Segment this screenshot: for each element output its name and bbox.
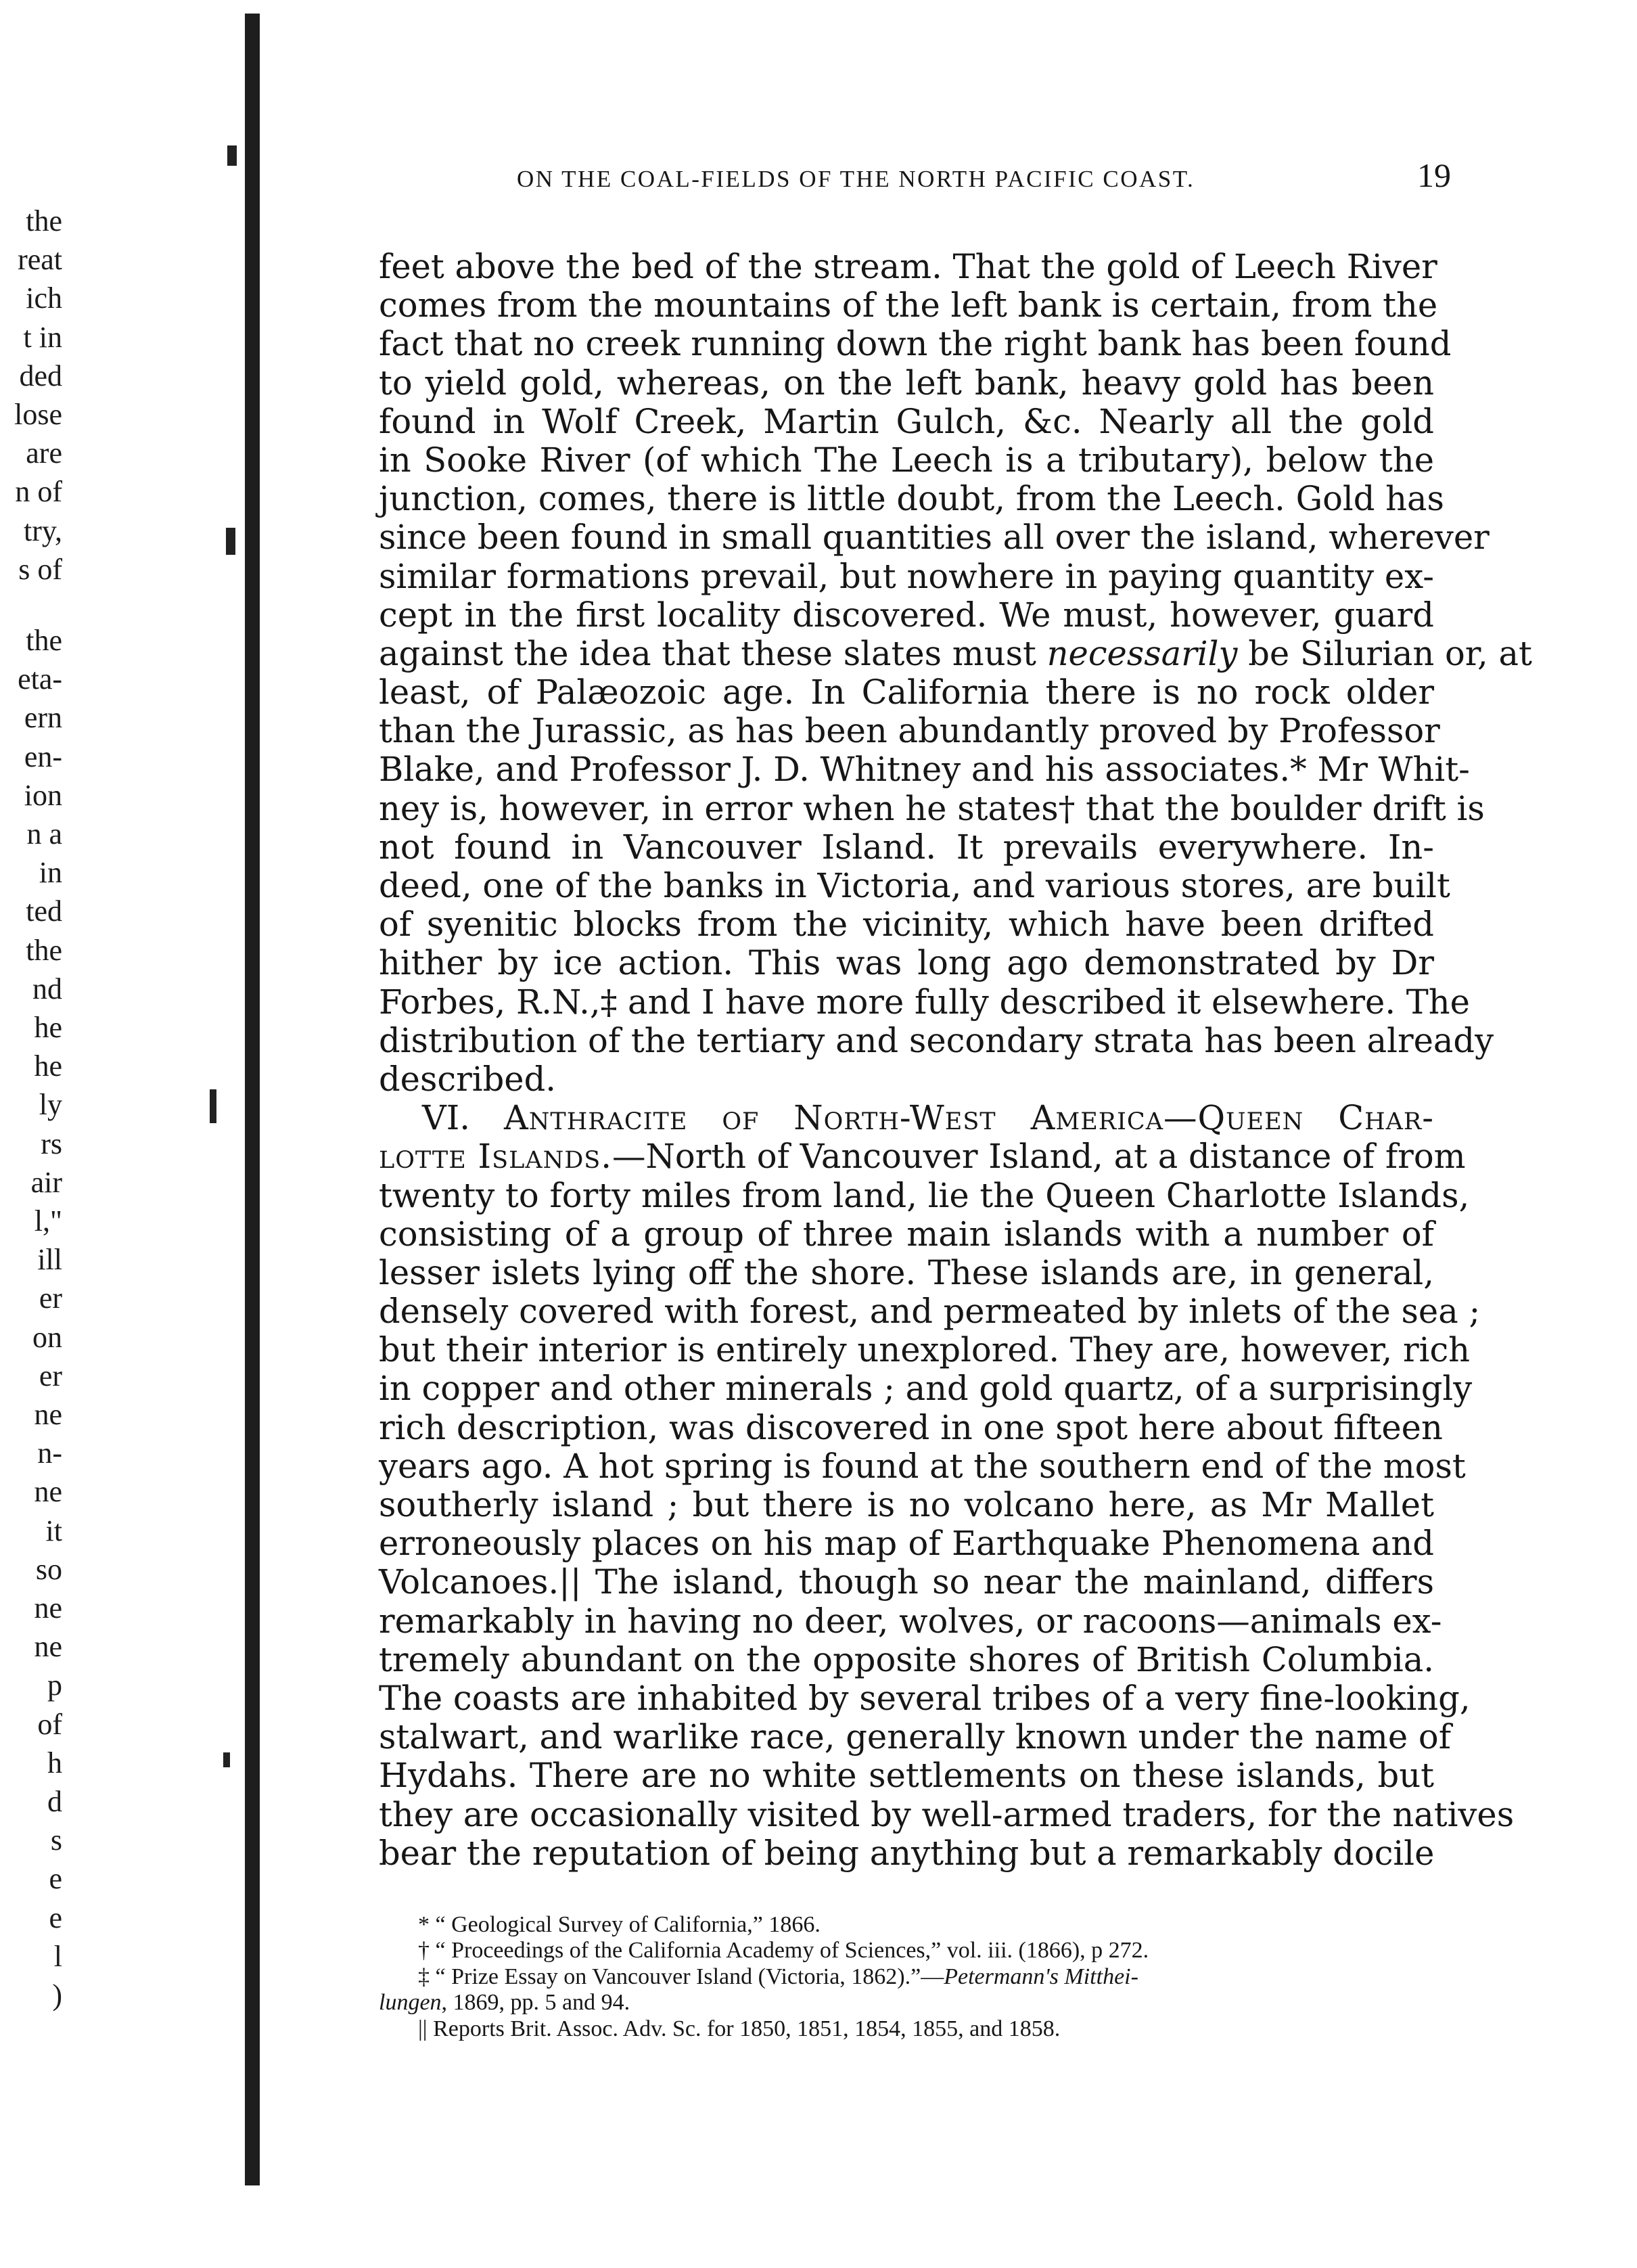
margin-fragment: ne	[34, 1630, 62, 1664]
margin-fragment: en-	[24, 740, 62, 773]
footnote-italic: lungen	[379, 1990, 442, 2016]
text-line: Blake, and Professor J. D. Whitney and his associates.* Mr Whit-	[379, 750, 1470, 790]
margin-fragment: lose	[14, 398, 62, 431]
margin-fragment: the	[26, 624, 62, 657]
spine-mark	[227, 145, 237, 166]
margin-fragment: nd	[32, 972, 62, 1005]
footnote-italic: Petermann's Mitthei-	[944, 1964, 1138, 1989]
margin-fragment: so	[35, 1552, 62, 1586]
text-line: consisting of a group of three main islands with a number of	[379, 1214, 1434, 1254]
spine-mark	[226, 528, 235, 555]
text-line: in Sooke River (of which The Leech is a tributary), below the	[379, 440, 1434, 480]
margin-fragment: ill	[37, 1243, 62, 1277]
text-line: cept in the first locality discovered. We must, however, guard	[379, 595, 1434, 635]
book-page	[379, 156, 1532, 2042]
section-title: Anthracite of North-West America—Queen Char-	[504, 1098, 1434, 1138]
text-line: twenty to forty miles from land, lie the Queen Charlotte Islands,	[379, 1175, 1470, 1215]
margin-fragment: ion	[24, 778, 62, 812]
paragraph-2-lines	[379, 1175, 1515, 1873]
margin-fragment: er	[39, 1359, 62, 1392]
footnote	[379, 1964, 1434, 1991]
margin-fragment: l,"	[34, 1204, 62, 1238]
footnote: || Reports Brit. Assoc. Adv. Sc. for 1850, 1851, 1854, 1855, and 1858.	[418, 2016, 1061, 2041]
text-line: tremely abundant on the opposite shores of British Columbia.	[379, 1639, 1434, 1679]
page-number: 19	[1417, 156, 1451, 194]
footnote-text: , 1869, pp. 5 and 94.	[441, 1990, 630, 2016]
text-line: bear the reputation of being anything but a remarkably docile	[379, 1833, 1435, 1873]
footnote: * “ Geological Survey of California,” 1866.	[418, 1911, 821, 1937]
margin-fragment: ern	[24, 701, 62, 735]
text-line: similar formations prevail, but nowhere in paying quantity ex-	[379, 556, 1434, 596]
text-line: deed, one of the banks in Victoria, and various stores, are built	[379, 866, 1450, 905]
body-text	[379, 247, 1532, 1873]
text-line: southerly island ; but there is no volcano here, as Mr Mallet	[379, 1485, 1434, 1524]
margin-fragment: p	[47, 1669, 62, 1702]
text-line: years ago. A hot spring is found at the southern end of the most	[379, 1446, 1466, 1486]
margin-fragment: eta-	[18, 662, 62, 696]
margin-fragment: ne	[34, 1591, 62, 1625]
paragraph-2	[379, 1098, 1515, 1873]
text-line: The coasts are inhabited by several tribes of a very fine-looking,	[379, 1678, 1471, 1718]
text-line: described.	[379, 1059, 557, 1099]
margin-fragment: n a	[26, 817, 62, 850]
section-heading-line-2	[379, 1137, 1466, 1177]
margin-fragment: n of	[15, 475, 62, 509]
margin-fragment: air	[30, 1165, 62, 1199]
footnote-text: ‡ “ Prize Essay on Vancouver Island (Victoria, 1862).”—	[418, 1964, 944, 1989]
margin-fragment: )	[52, 1978, 62, 2012]
margin-fragment: he	[34, 1049, 62, 1083]
paragraph-1	[379, 247, 1532, 1099]
margin-fragment: are	[26, 436, 62, 470]
margin-fragment: of	[37, 1707, 62, 1741]
text-line: stalwart, and warlike race, generally known under the name of	[379, 1717, 1452, 1757]
margin-fragment: ded	[19, 359, 62, 392]
section-numeral: VI.	[422, 1098, 471, 1138]
margin-fragment: ne	[34, 1398, 62, 1431]
spine-mark	[210, 1089, 216, 1123]
margin-fragment: s of	[18, 552, 62, 586]
margin-fragment: e	[49, 1901, 62, 1934]
margin-fragment: n-	[37, 1436, 62, 1470]
text-line: hither by ice action. This was long ago demonstrated by Dr	[379, 943, 1434, 983]
margin-fragment: rs	[41, 1127, 62, 1160]
margin-fragment: the	[26, 933, 62, 967]
margin-fragment: d	[47, 1785, 62, 1818]
footnotes	[379, 1912, 1434, 2043]
text-line: junction, comes, there is little doubt, from the Leech. Gold has	[379, 479, 1444, 519]
text-line: Volcanoes.|| The island, though so near the mainland, differs	[379, 1562, 1434, 1602]
text-line: feet above the bed of the stream. That the gold of Leech River	[379, 247, 1437, 286]
spine-mark	[223, 1752, 230, 1767]
text-line: erroneously places on his map of Earthquake Phenomena and	[379, 1524, 1434, 1564]
margin-fragment: s	[50, 1823, 62, 1857]
text-line: found in Wolf Creek, Martin Gulch, &c. Nearly all the gold	[379, 401, 1434, 441]
text-line: since been found in small quantities all over the island, wherever	[379, 518, 1490, 558]
text-line: comes from the mountains of the left bank is certain, from the	[379, 286, 1438, 325]
margin-fragment: ne	[34, 1475, 62, 1509]
margin-fragment: reat	[18, 243, 62, 277]
text-line: lesser islets lying off the shore. These islands are, in general,	[379, 1252, 1434, 1292]
margin-fragment: ich	[26, 281, 62, 315]
text-line: but their interior is entirely unexplored. They are, however, rich	[379, 1330, 1471, 1370]
text-line: remarkably in having no deer, wolves, or racoons—animals ex-	[379, 1601, 1442, 1641]
text-line: of syenitic blocks from the vicinity, which have been drifted	[379, 905, 1434, 945]
margin-fragment: h	[47, 1746, 62, 1779]
facing-page-fragments	[0, 206, 62, 2087]
text-line: ney is, however, in error when he states† that the boulder drift is	[379, 788, 1485, 828]
text-line: densely covered with forest, and permeated by inlets of the sea ;	[379, 1292, 1481, 1332]
margin-fragment: l	[53, 1939, 62, 1973]
footnote: † “ Proceedings of the California Academy of Sciences,” vol. iii. (1866), p 272.	[418, 1938, 1149, 1964]
text-line: than the Jurassic, as has been abundantly proved by Professor	[379, 711, 1440, 751]
section-heading-line	[379, 1099, 1434, 1137]
margin-fragment: in	[39, 856, 62, 890]
margin-fragment: ly	[39, 1088, 62, 1122]
margin-fragment: er	[39, 1282, 62, 1315]
footnote-continued	[379, 1990, 1434, 2016]
text-line: fact that no creek running down the right bank has been found	[379, 324, 1452, 364]
margin-fragment: he	[34, 1011, 62, 1044]
text-line: to yield gold, whereas, on the left bank, heavy gold has been	[379, 363, 1434, 403]
margin-fragment: ted	[26, 894, 62, 928]
running-title: ON THE COAL-FIELDS OF THE NORTH PACIFIC COAST.	[517, 166, 1195, 192]
margin-fragment: on	[32, 1320, 62, 1354]
text-line: Hydahs. There are no white settlements on these islands, but	[379, 1756, 1434, 1796]
section-title-cont: lotte Islands.	[379, 1137, 613, 1177]
margin-fragment: it	[45, 1514, 62, 1547]
text-line: rich description, was discovered in one spot here about fifteen	[379, 1407, 1443, 1447]
text-line: not found in Vancouver Island. It prevails everywhere. In-	[379, 827, 1434, 867]
page-gutter-shadow	[245, 14, 260, 2185]
text-line: in copper and other minerals ; and gold quartz, of a surprisingly	[379, 1369, 1473, 1409]
text-line: they are occasionally visited by well-armed traders, for the natives	[379, 1794, 1515, 1834]
text-line: least, of Palæozoic age. In California there is no rock older	[379, 673, 1434, 712]
text-line: Forbes, R.N.,‡ and I have more fully described it elsewhere. The	[379, 982, 1470, 1022]
margin-fragment: try,	[23, 514, 62, 547]
margin-fragment: e	[49, 1862, 62, 1896]
text-line: against the idea that these slates must necessarily be Silurian or, at	[379, 633, 1532, 673]
text-line: distribution of the tertiary and secondary strata has been already	[379, 1020, 1494, 1060]
paragraph-2-opening: —North of Vancouver Island, at a distance of from	[612, 1137, 1466, 1177]
margin-fragment: the	[26, 206, 62, 237]
margin-fragment: t in	[23, 320, 62, 354]
running-head	[379, 156, 1451, 196]
